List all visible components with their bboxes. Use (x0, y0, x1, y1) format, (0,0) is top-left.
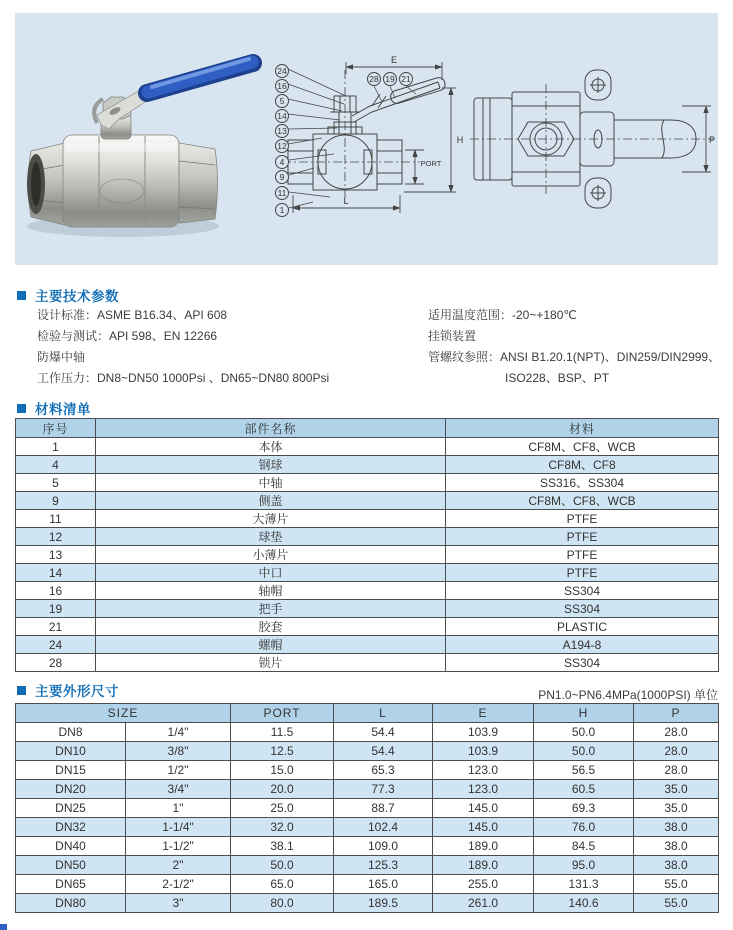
table-cell: 54.4 (334, 723, 433, 742)
table-cell: CF8M、CF8 (446, 456, 719, 474)
table-cell: 1/2" (126, 761, 231, 780)
table-cell: 125.3 (334, 856, 433, 875)
table-cell: SS316、SS304 (446, 474, 719, 492)
callout-5: 5 (279, 96, 285, 106)
table-cell: PLASTIC (446, 618, 719, 636)
table-cell: 95.0 (534, 856, 634, 875)
table-cell: 9 (16, 492, 96, 510)
table-cell: 145.0 (433, 818, 534, 837)
table-cell: DN32 (16, 818, 126, 837)
dim-label-port: PORT (420, 159, 442, 168)
section-bullet-icon (17, 686, 26, 695)
table-cell: 28.0 (634, 761, 719, 780)
table-cell: 38.0 (634, 837, 719, 856)
table-cell: 50.0 (534, 742, 634, 761)
table-cell: 中轴 (96, 474, 446, 492)
table-cell: 65.3 (334, 761, 433, 780)
page-corner-mark (0, 924, 7, 930)
table-cell: 28.0 (634, 742, 719, 761)
table-row (16, 894, 719, 913)
table-row (16, 492, 719, 510)
table-cell: 11.5 (231, 723, 334, 742)
table-row (16, 654, 719, 672)
table-cell: 16 (16, 582, 96, 600)
table-row (16, 799, 719, 818)
table-cell: 109.0 (334, 837, 433, 856)
table-cell: 255.0 (433, 875, 534, 894)
table-cell: 20.0 (231, 780, 334, 799)
table-row (16, 528, 719, 546)
table-row (16, 582, 719, 600)
callout-12: 12 (277, 141, 287, 151)
table-cell: 35.0 (634, 799, 719, 818)
table-cell: 胶套 (96, 618, 446, 636)
table-row (16, 438, 719, 456)
table-cell: 60.5 (534, 780, 634, 799)
table-cell: 38.0 (634, 856, 719, 875)
table-cell: 80.0 (231, 894, 334, 913)
callout-14: 14 (277, 111, 287, 121)
table-row (16, 875, 719, 894)
table-cell: 轴帽 (96, 582, 446, 600)
table-cell: 28.0 (634, 723, 719, 742)
table-cell: 3/4" (126, 780, 231, 799)
section-dimensions-heading (17, 680, 119, 700)
table-cell: 76.0 (534, 818, 634, 837)
table-row (16, 618, 719, 636)
table-row (16, 564, 719, 582)
dimensions-table (15, 703, 719, 913)
table-cell: 21 (16, 618, 96, 636)
table-cell: CF8M、CF8、WCB (446, 492, 719, 510)
dim-label-h: H (456, 135, 464, 145)
callout-1: 1 (279, 205, 285, 215)
table-cell: A194-8 (446, 636, 719, 654)
table-cell: 140.6 (534, 894, 634, 913)
section-materials-heading (17, 398, 91, 418)
col-header-material: 材料 (446, 419, 719, 438)
param-inspection-test: 检验与测试：API 598、EN 12266 (37, 329, 218, 343)
table-cell: 56.5 (534, 761, 634, 780)
callout-13: 13 (277, 126, 287, 136)
valve-right-cap (179, 143, 218, 223)
dim-label-p: P (708, 135, 716, 145)
valve-photo (23, 23, 271, 255)
tech-params-left-column (37, 305, 329, 389)
table-cell: 103.9 (433, 723, 534, 742)
section-bullet-icon (17, 291, 26, 300)
param-blowout-proof-stem: 防爆中轴 (37, 350, 86, 364)
table-cell: 1-1/4" (126, 818, 231, 837)
callout-24: 24 (277, 66, 287, 76)
dim-label-e: E (390, 55, 398, 65)
table-row (16, 856, 719, 875)
table-cell: 261.0 (433, 894, 534, 913)
table-cell: SS304 (446, 582, 719, 600)
table-cell: 103.9 (433, 742, 534, 761)
callout-19: 19 (385, 74, 395, 84)
table-cell: 12.5 (231, 742, 334, 761)
table-row (16, 474, 719, 492)
col-header-l: L (334, 704, 433, 723)
table-cell: 65.0 (231, 875, 334, 894)
table-cell: 24 (16, 636, 96, 654)
table-cell: 2" (126, 856, 231, 875)
table-cell: 大薄片 (96, 510, 446, 528)
table-cell: 4 (16, 456, 96, 474)
section-title-materials: 材料清单 (35, 402, 91, 417)
table-cell: 12 (16, 528, 96, 546)
param-temperature-range: 适用温度范围：-20~+180℃ (428, 308, 577, 322)
section-title-tech-params: 主要技术参数 (35, 289, 119, 304)
col-header-h: H (534, 704, 634, 723)
table-cell: PTFE (446, 528, 719, 546)
table-cell: DN25 (16, 799, 126, 818)
table-cell: PTFE (446, 510, 719, 528)
table-cell: 侧盖 (96, 492, 446, 510)
valve-top-view-drawing (468, 58, 718, 223)
table-cell: 14 (16, 564, 96, 582)
table-row (16, 742, 719, 761)
param-locking-device: 挂锁装置 (428, 329, 477, 343)
table-cell: 25.0 (231, 799, 334, 818)
table-cell: 锁片 (96, 654, 446, 672)
table-cell: 2-1/2" (126, 875, 231, 894)
table-cell: 131.3 (534, 875, 634, 894)
dimensions-table-body (16, 723, 719, 913)
table-cell: 28 (16, 654, 96, 672)
callout-4: 4 (279, 157, 285, 167)
table-cell: 中口 (96, 564, 446, 582)
table-row (16, 723, 719, 742)
table-cell: 145.0 (433, 799, 534, 818)
table-cell: 38.0 (634, 818, 719, 837)
table-cell: 50.0 (231, 856, 334, 875)
valve-section-drawing (258, 50, 468, 230)
table-cell: 球垫 (96, 528, 446, 546)
table-cell: 55.0 (634, 894, 719, 913)
col-header-no: 序号 (16, 419, 96, 438)
table-row (16, 837, 719, 856)
table-row (16, 600, 719, 618)
col-header-port: PORT (231, 704, 334, 723)
table-cell: DN20 (16, 780, 126, 799)
table-row (16, 546, 719, 564)
table-cell: SS304 (446, 654, 719, 672)
table-cell: 165.0 (334, 875, 433, 894)
callout-28: 28 (369, 74, 379, 84)
table-cell: DN80 (16, 894, 126, 913)
table-cell: PTFE (446, 564, 719, 582)
callouts-top (368, 73, 413, 86)
pressure-unit-note: PN1.0~PN6.4MPa(1000PSI) 单位 (538, 688, 718, 702)
table-row (16, 510, 719, 528)
table-cell: 螺帽 (96, 636, 446, 654)
table-cell: 77.3 (334, 780, 433, 799)
table-cell: 189.0 (433, 837, 534, 856)
table-cell: DN8 (16, 723, 126, 742)
table-cell: 189.5 (334, 894, 433, 913)
table-cell: 54.4 (334, 742, 433, 761)
table-row (16, 818, 719, 837)
callout-16: 16 (277, 81, 287, 91)
col-header-e: E (433, 704, 534, 723)
col-header-part-name: 部件名称 (96, 419, 446, 438)
table-cell: 15.0 (231, 761, 334, 780)
callouts-left (276, 65, 289, 217)
table-cell: 1/4" (126, 723, 231, 742)
table-cell: 3" (126, 894, 231, 913)
param-thread-reference: 管螺纹参照：ANSI B1.20.1(NPT)、DIN259/DIN2999、 (428, 350, 721, 364)
table-cell: 11 (16, 510, 96, 528)
table-cell: 55.0 (634, 875, 719, 894)
table-row (16, 456, 719, 474)
callout-11: 11 (277, 188, 287, 198)
table-cell: 189.0 (433, 856, 534, 875)
table-cell: 69.3 (534, 799, 634, 818)
table-cell: 35.0 (634, 780, 719, 799)
table-cell: 1-1/2" (126, 837, 231, 856)
product-hero-panel (15, 13, 718, 265)
table-row (16, 636, 719, 654)
table-cell: 50.0 (534, 723, 634, 742)
table-row (16, 761, 719, 780)
col-header-p: P (634, 704, 719, 723)
dimensions-header-row (16, 704, 719, 723)
table-cell: 123.0 (433, 761, 534, 780)
callout-9: 9 (279, 172, 285, 182)
table-row (16, 780, 719, 799)
table-cell: 1" (126, 799, 231, 818)
materials-table (15, 418, 719, 672)
col-header-size: SIZE (16, 704, 231, 723)
tech-params-right-column (428, 305, 720, 389)
materials-table-body (16, 438, 719, 672)
table-cell: 13 (16, 546, 96, 564)
dim-label-l: L (343, 196, 349, 206)
table-cell: 123.0 (433, 780, 534, 799)
table-cell: DN50 (16, 856, 126, 875)
table-cell: DN15 (16, 761, 126, 780)
table-cell: 钢球 (96, 456, 446, 474)
table-cell: 1 (16, 438, 96, 456)
table-cell: 本体 (96, 438, 446, 456)
table-cell: PTFE (446, 546, 719, 564)
section-tech-params-heading (17, 285, 119, 305)
table-cell: DN10 (16, 742, 126, 761)
table-cell: 38.1 (231, 837, 334, 856)
table-cell: 88.7 (334, 799, 433, 818)
param-design-standard: 设计标准：ASME B16.34、API 608 (37, 308, 228, 322)
section-bullet-icon (17, 404, 26, 413)
table-cell: 5 (16, 474, 96, 492)
callout-21: 21 (401, 74, 411, 84)
table-cell: 32.0 (231, 818, 334, 837)
materials-header-row (16, 419, 719, 438)
table-cell: 小薄片 (96, 546, 446, 564)
table-cell: 19 (16, 600, 96, 618)
table-cell: DN65 (16, 875, 126, 894)
table-cell: 把手 (96, 600, 446, 618)
table-cell: SS304 (446, 600, 719, 618)
param-working-pressure: 工作压力：DN8~DN50 1000Psi 、DN65~DN80 800Psi (37, 371, 330, 385)
table-cell: DN40 (16, 837, 126, 856)
table-cell: 102.4 (334, 818, 433, 837)
section-title-dimensions: 主要外形尺寸 (35, 684, 119, 699)
param-thread-reference-cont: ISO228、BSP、PT (505, 371, 610, 385)
table-cell: 84.5 (534, 837, 634, 856)
table-cell: 3/8" (126, 742, 231, 761)
table-cell: CF8M、CF8、WCB (446, 438, 719, 456)
